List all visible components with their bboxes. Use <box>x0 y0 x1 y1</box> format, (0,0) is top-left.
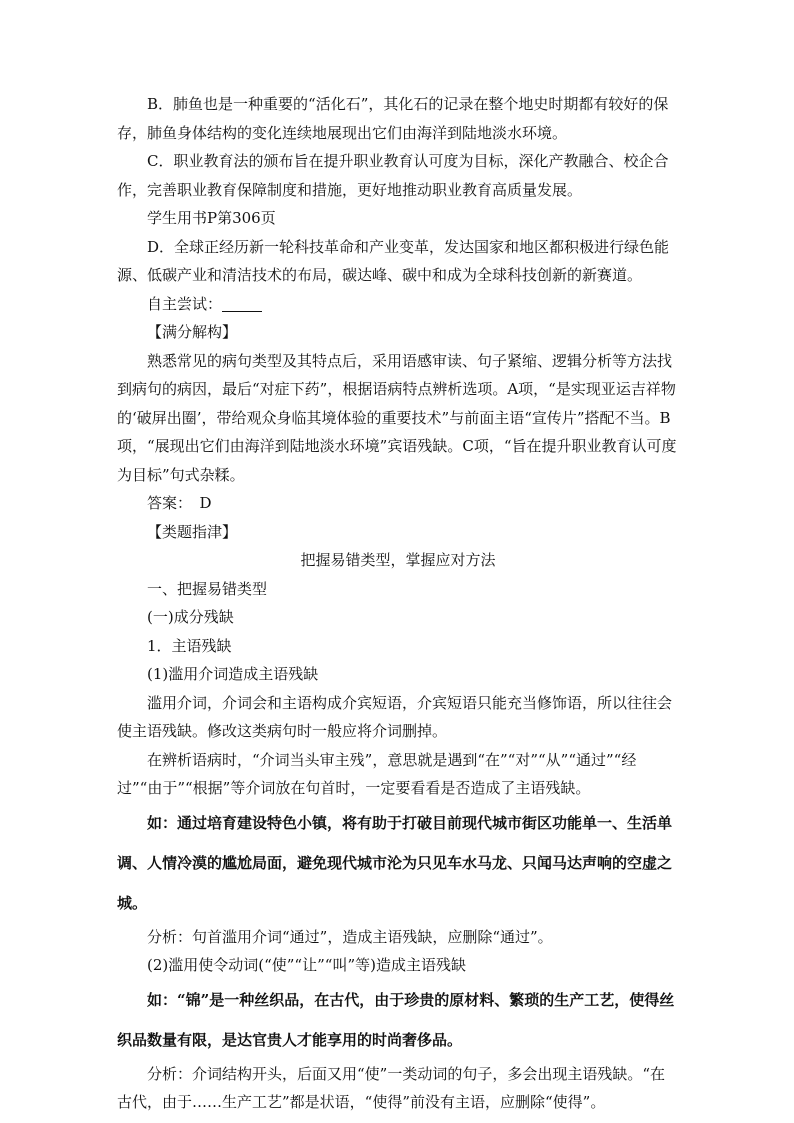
section-heading-1a1: 1．主语残缺 <box>147 636 232 655</box>
answer-blank <box>222 295 262 312</box>
example-1-analysis: 分析：句首滥用介词“通过”，造成主语残缺，应删除“通过”。 <box>147 927 553 946</box>
answer-line: 答案： D <box>147 494 212 512</box>
sub1-text: 滥用介词，介词会和主语构成介宾短语，介宾短语只能充当修饰语，所以往往会使主语残缺。修改这类病句时一般应将介词删掉。 <box>117 693 673 740</box>
example-2-analysis: 分析：介词结构开头，后面又用“使”一类动词的句子，多会出现主语残缺。“在古代，由于……生产工艺”都是状语，“使得”前没有主语，应删除“使得”。 <box>117 1064 666 1111</box>
option-c: C．职业教育法的颁布旨在提升职业教育认可度为目标，深化产教融合、校企合作，完善职业教育保障制度和措施，更好地推动职业教育高质量发展。 <box>117 152 669 199</box>
option-d: D．全球正经历新一轮科技革命和产业变革，发达国家和地区都积极进行绿色能源、低碳产业和清洁技术的布局，碳达峰、碳中和成为全球科技创新的新赛道。 <box>117 237 670 284</box>
document-page <box>117 90 679 1117</box>
section-heading-1: 一、把握易错类型 <box>147 579 268 598</box>
sub1-text2: 在辨析语病时，“介词当头审主残”，意思就是遇到“在”“对”“从”“通过”“经过”“由于”“根据”等介词放在句首时，一定要看看是否造成了主语残缺。 <box>117 750 637 797</box>
analysis-header: 【满分解构】 <box>147 323 238 341</box>
self-try-label: 自主尝试： <box>147 294 223 313</box>
option-b: B．肺鱼也是一种重要的“活化石”，其化石的记录在整个地史时期都有较好的保存，肺鱼身体结构的变化连续地展现出它们由海洋到陆地淡水环境。 <box>117 95 669 142</box>
page-reference: 学生用书P第306页 <box>147 209 276 227</box>
guide-title: 把握易错类型，掌握应对方法 <box>300 551 496 569</box>
example-1: 如：通过培育建设特色小镇，将有助于打破目前现代城市街区功能单一、生活单调、人情冷漠的尴尬局面，避免现代城市沦为只见车水马龙、只闻马达声响的空虚之城。 <box>117 813 673 912</box>
analysis-text: 熟悉常见的病句类型及其特点后，采用语感审读、句子紧缩、逻辑分析等方法找到病句的病因，最后“对症下药”，根据语病特点辨析选项。A项，“是实现亚运吉祥物的‘破屏出圈’，带给观众身临其境体验的重要技术”与前面主语“宣传片”搭配不当。B项，“展现出它们由海洋到陆地淡水环境”宾语残缺。C项，“旨在提升职业教育认可度为目标”句式杂糅。 <box>117 351 677 484</box>
section-heading-1a: (一)成分残缺 <box>147 608 234 626</box>
self-try-line <box>117 290 679 319</box>
example-2: 如：“锦”是一种丝织品，在古代，由于珍贵的原材料、繁琐的生产工艺，使得丝织品数量有限，是达官贵人才能享用的时尚奢侈品。 <box>117 990 675 1049</box>
guide-header: 【类题指津】 <box>147 522 238 541</box>
sub-heading-1: (1)滥用介词造成主语残缺 <box>147 665 319 683</box>
sub-heading-2: (2)滥用使令动词(“使”“让”“叫”等)造成主语残缺 <box>147 956 466 974</box>
